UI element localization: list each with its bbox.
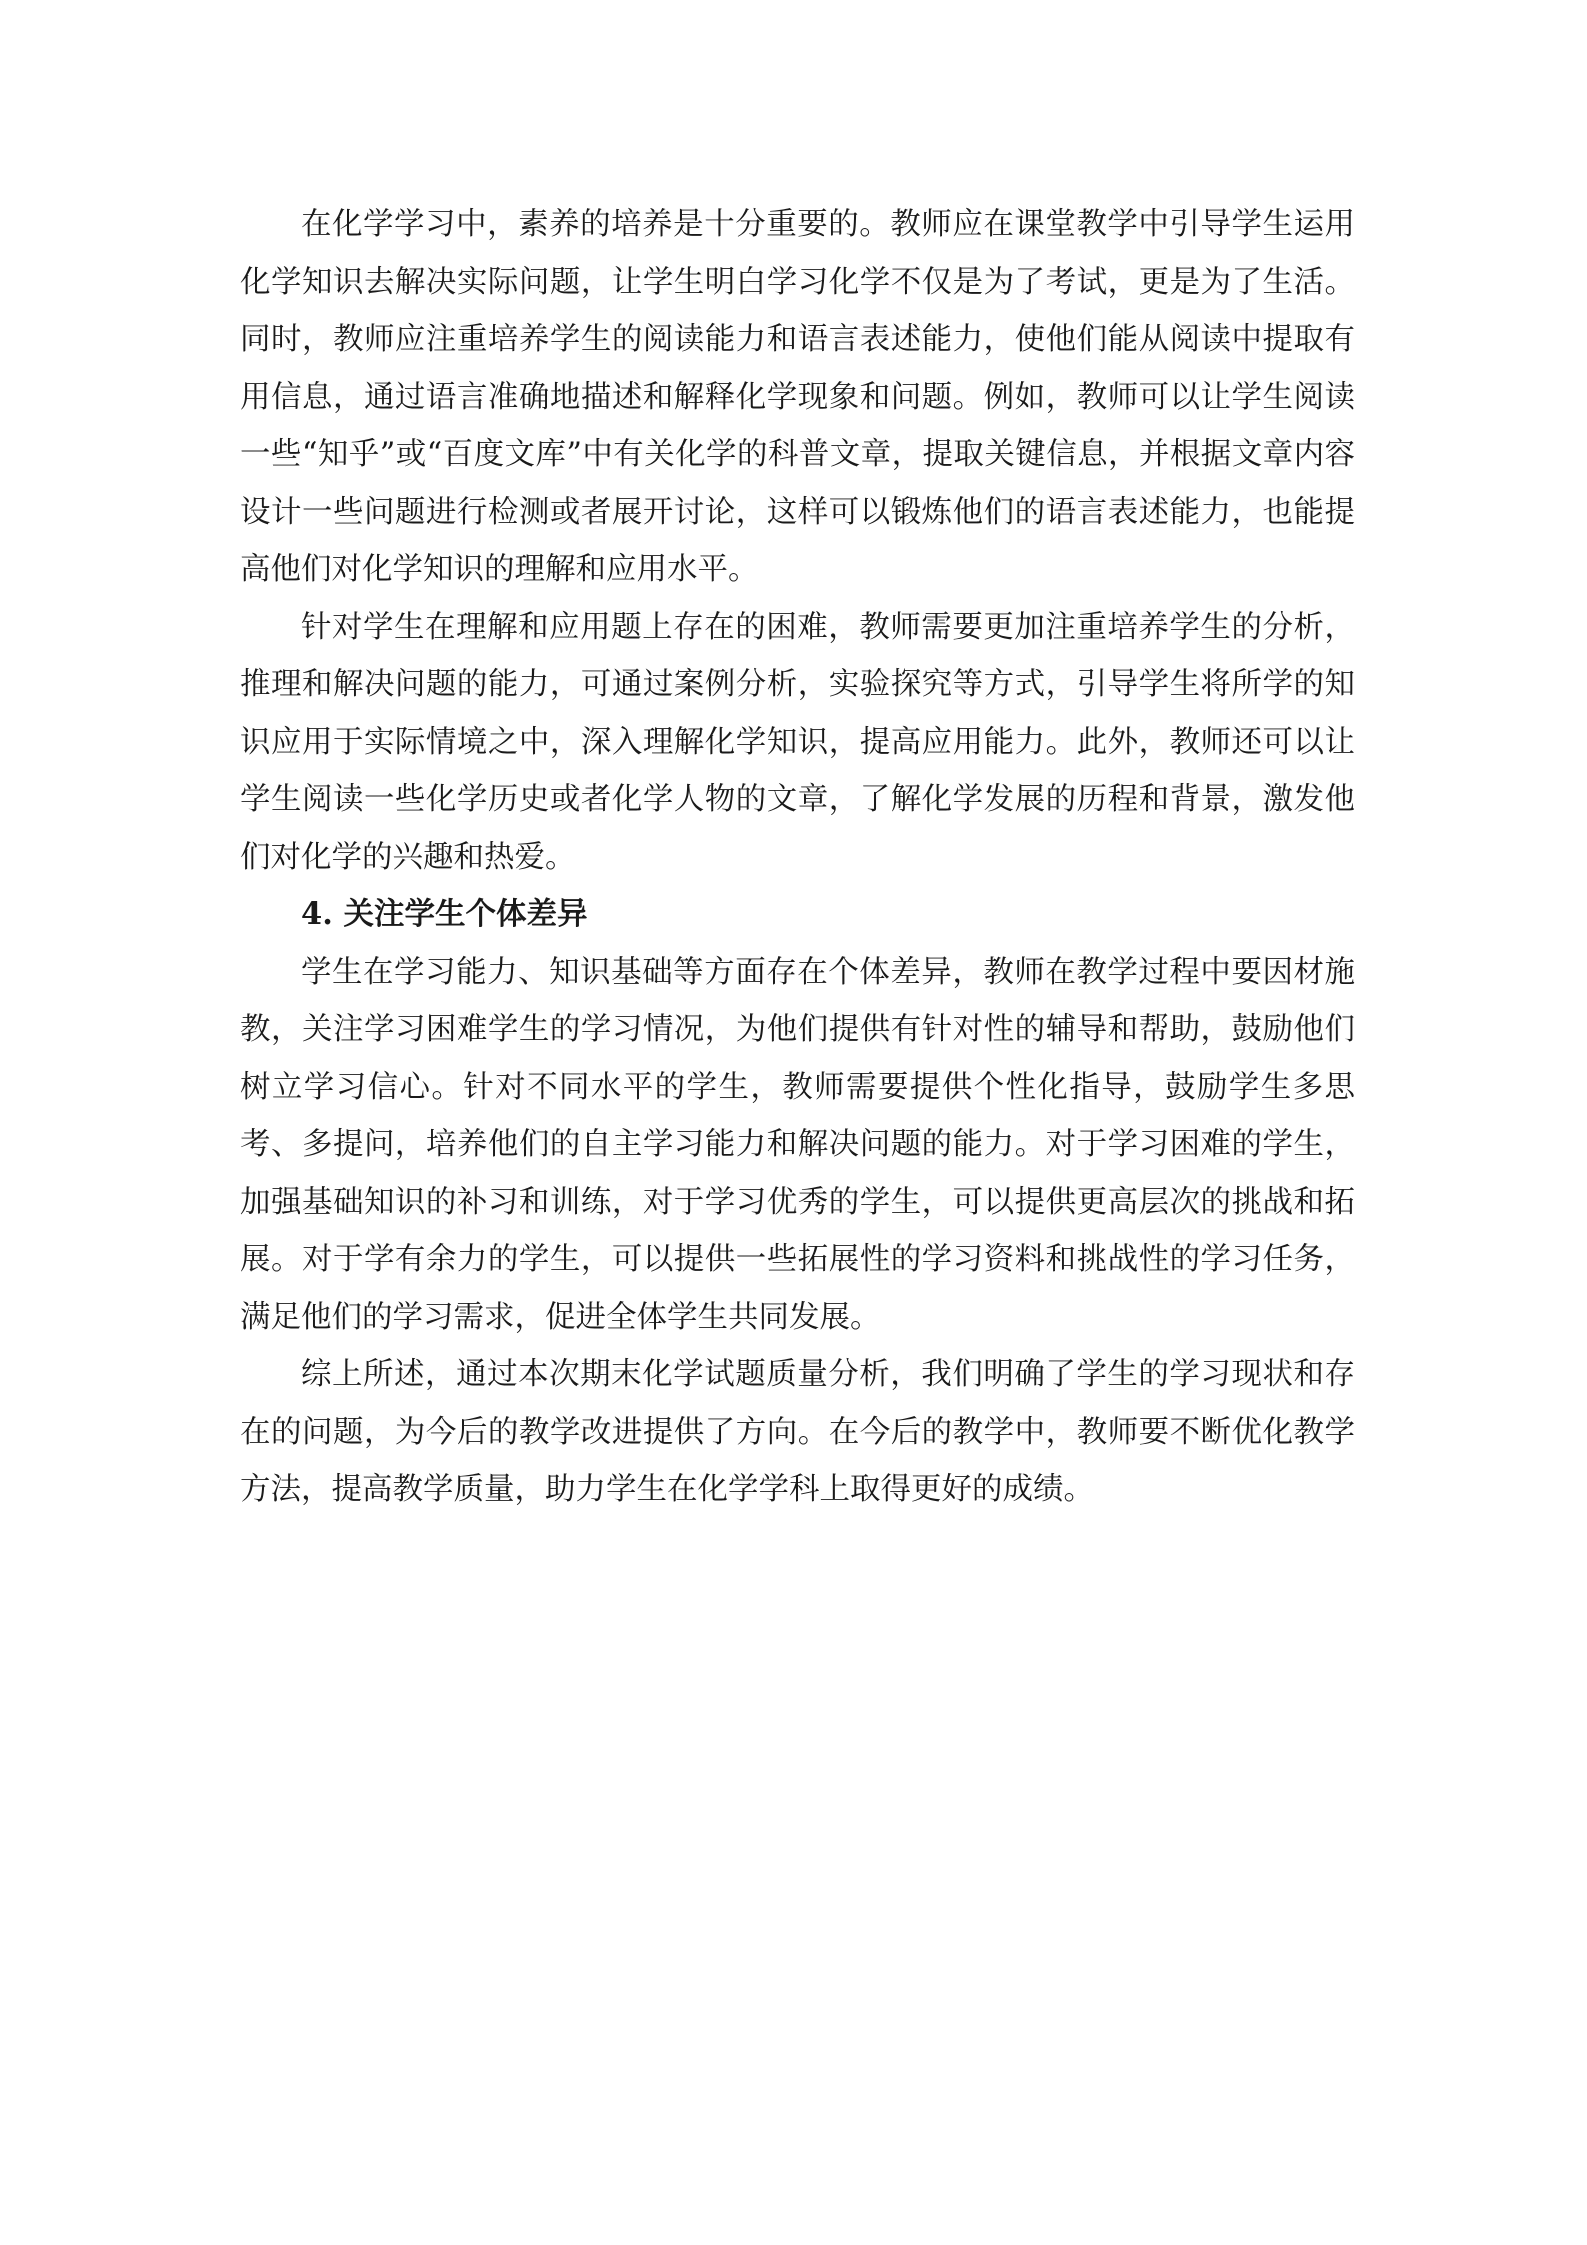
paragraph-individual-differences: 学生在学习能力、知识基础等方面存在个体差异，教师在教学过程中要因材施教，关注学习困难学生的学习情况，为他们提供有针对性的辅导和帮助，鼓励他们树立学习信心。针对不同水平的学生，教师需要提供个性化指导，鼓励学生多思考、多提问，培养他们的自主学习能力和解决问题的能力。对于学习困难的学生，加强基础知识的补习和训练，对于学习优秀的学生，可以提供更高层次的挑战和拓展。对于学有余力的学生，可以提供一些拓展性的学习资料和挑战性的学习任务，满足他们的学习需求，促进全体学生共同发展。 xyxy=(240,954,1355,1335)
paragraph-analysis-reasoning: 针对学生在理解和应用题上存在的困难，教师需要更加注重培养学生的分析，推理和解决问题的能力，可通过案例分析，实验探究等方式，引导学生将所学的知识应用于实际情境之中，深入理解化学知识，提高应用能力。此外，教师还可以让学生阅读一些化学历史或者化学人物的文章，了解化学发展的历程和背景，激发他们对化学的兴趣和热爱。 xyxy=(240,609,1355,875)
section-heading-individual-differences: 4. 关注学生个体差异 xyxy=(301,896,588,932)
paragraph-literacy-cultivation: 在化学学习中，素养的培养是十分重要的。教师应在课堂教学中引导学生运用化学知识去解决实际问题，让学生明白学习化学不仅是为了考试，更是为了生活。同时，教师应注重培养学生的阅读能力和语言表述能力，使他们能从阅读中提取有用信息，通过语言准确地描述和解释化学现象和问题。例如，教师可以让学生阅读一些“知乎”或“百度文库”中有关化学的科普文章，提取关键信息，并根据文章内容设计一些问题进行检测或者展开讨论，这样可以锻炼他们的语言表述能力，也能提高他们对化学知识的理解和应用水平。 xyxy=(240,207,1355,587)
paragraph-conclusion: 综上所述，通过本次期末化学试题质量分析，我们明确了学生的学习现状和存在的问题，为今后的教学改进提供了方向。在今后的教学中，教师要不断优化教学方法，提高教学质量，助力学生在化学学科上取得更好的成绩。 xyxy=(240,1357,1355,1507)
document-body xyxy=(240,196,1355,1519)
